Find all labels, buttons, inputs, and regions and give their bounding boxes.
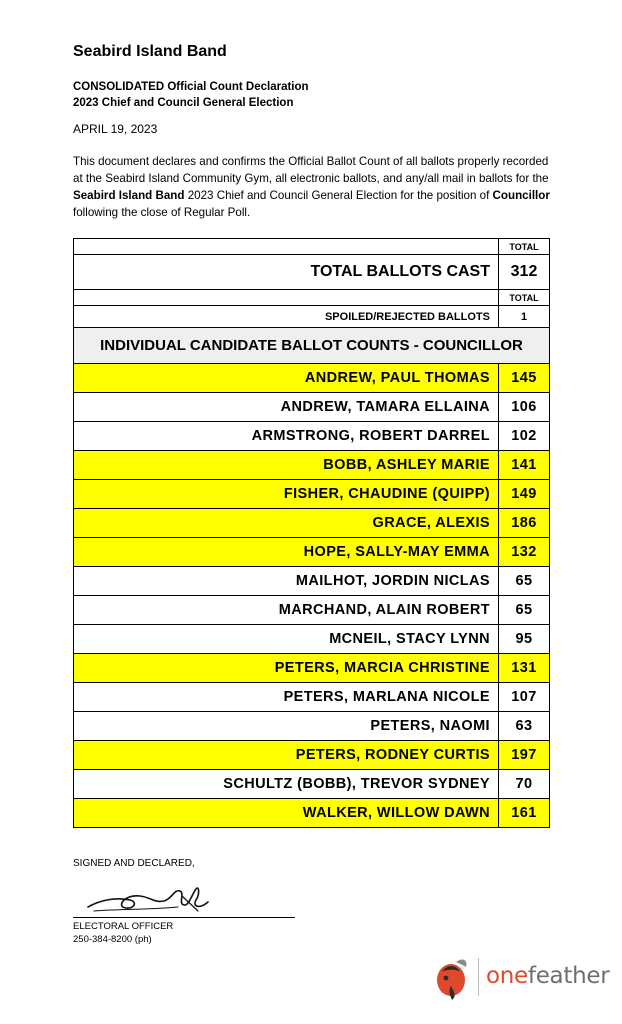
candidate-name: GRACE, ALEXIS xyxy=(74,509,499,538)
electoral-officer-signature xyxy=(86,880,216,916)
candidate-name: MAILHOT, JORDIN NICLAS xyxy=(74,567,499,596)
declaration-title: CONSOLIDATED Official Count Declaration xyxy=(73,81,309,93)
feather-emblem-icon xyxy=(430,954,472,1002)
candidate-row xyxy=(74,799,550,828)
candidate-row xyxy=(74,393,550,422)
candidate-votes: 65 xyxy=(499,596,550,625)
candidate-name: ARMSTRONG, ROBERT DARREL xyxy=(74,422,499,451)
candidate-votes: 102 xyxy=(499,422,550,451)
candidate-name: MARCHAND, ALAIN ROBERT xyxy=(74,596,499,625)
ballot-count-table xyxy=(73,238,550,828)
candidate-row xyxy=(74,422,550,451)
candidate-name: ANDREW, TAMARA ELLAINA xyxy=(74,393,499,422)
organization-name: Seabird Island Band xyxy=(73,43,227,60)
intro-paragraph xyxy=(73,153,553,221)
candidate-name: PETERS, NAOMI xyxy=(74,712,499,741)
candidate-votes: 65 xyxy=(499,567,550,596)
spoiled-header-blank xyxy=(74,290,499,306)
total-ballots-value: 312 xyxy=(499,255,550,290)
candidate-votes: 107 xyxy=(499,683,550,712)
intro-text-1: This document declares and confirms the Official Ballot Count of all ballots properly recorded at the Seabird Island Community Gym, all electronic ballots, and any/all mail in ballots for the xyxy=(73,155,549,185)
candidate-votes: 132 xyxy=(499,538,550,567)
candidate-name: MCNEIL, STACY LYNN xyxy=(74,625,499,654)
candidate-votes: 186 xyxy=(499,509,550,538)
election-title: 2023 Chief and Council General Election xyxy=(73,97,294,109)
candidate-votes: 63 xyxy=(499,712,550,741)
candidate-name: HOPE, SALLY-MAY EMMA xyxy=(74,538,499,567)
candidate-name: PETERS, RODNEY CURTIS xyxy=(74,741,499,770)
spoiled-ballots-row xyxy=(74,306,550,328)
candidate-row xyxy=(74,596,550,625)
total-header: TOTAL xyxy=(499,239,550,255)
candidate-row xyxy=(74,683,550,712)
officer-title: ELECTORAL OFFICER xyxy=(73,921,174,932)
candidate-name: PETERS, MARCIA CHRISTINE xyxy=(74,654,499,683)
candidate-votes: 161 xyxy=(499,799,550,828)
candidate-row xyxy=(74,538,550,567)
candidate-votes: 95 xyxy=(499,625,550,654)
officer-phone: 250-384-8200 (ph) xyxy=(73,934,152,945)
candidate-name: BOBB, ASHLEY MARIE xyxy=(74,451,499,480)
document-date: APRIL 19, 2023 xyxy=(73,122,158,136)
spoiled-ballots-label: SPOILED/REJECTED BALLOTS xyxy=(74,306,499,328)
intro-band-name: Seabird Island Band xyxy=(73,189,185,202)
section-title: INDIVIDUAL CANDIDATE BALLOT COUNTS - COUNCILLOR xyxy=(74,328,550,364)
candidate-votes: 70 xyxy=(499,770,550,799)
candidate-name: PETERS, MARLANA NICOLE xyxy=(74,683,499,712)
intro-text-3: following the close of Regular Poll. xyxy=(73,206,251,219)
candidate-votes: 145 xyxy=(499,364,550,393)
candidate-row xyxy=(74,741,550,770)
signed-declared-text: SIGNED AND DECLARED, xyxy=(73,858,195,869)
candidate-name: WALKER, WILLOW DAWN xyxy=(74,799,499,828)
candidate-row xyxy=(74,364,550,393)
spoiled-ballots-value: 1 xyxy=(499,306,550,328)
candidate-name: SCHULTZ (BOBB), TREVOR SYDNEY xyxy=(74,770,499,799)
candidate-row xyxy=(74,654,550,683)
total-header-row xyxy=(74,239,550,255)
section-header-row xyxy=(74,328,550,364)
candidate-row xyxy=(74,625,550,654)
spoiled-total-header: TOTAL xyxy=(499,290,550,306)
total-ballots-label: TOTAL BALLOTS CAST xyxy=(74,255,499,290)
candidate-row xyxy=(74,567,550,596)
candidate-row xyxy=(74,509,550,538)
logo-divider xyxy=(478,958,479,996)
candidate-row xyxy=(74,451,550,480)
signature-line xyxy=(73,917,295,918)
candidate-name: FISHER, CHAUDINE (QUIPP) xyxy=(74,480,499,509)
logo-text-feather: feather xyxy=(527,963,610,989)
candidate-row xyxy=(74,712,550,741)
candidate-votes: 141 xyxy=(499,451,550,480)
logo-text-one: one xyxy=(486,963,528,989)
candidate-row xyxy=(74,480,550,509)
total-header-blank xyxy=(74,239,499,255)
total-ballots-row xyxy=(74,255,550,290)
intro-position: Councillor xyxy=(492,189,550,202)
onefeather-logo xyxy=(430,950,610,1004)
intro-text-2: 2023 Chief and Council General Election for the position of xyxy=(184,189,493,202)
candidate-votes: 149 xyxy=(499,480,550,509)
logo-wordmark xyxy=(486,963,609,989)
candidate-votes: 197 xyxy=(499,741,550,770)
candidate-name: ANDREW, PAUL THOMAS xyxy=(74,364,499,393)
spoiled-header-row xyxy=(74,290,550,306)
candidate-votes: 131 xyxy=(499,654,550,683)
candidate-votes: 106 xyxy=(499,393,550,422)
candidate-row xyxy=(74,770,550,799)
